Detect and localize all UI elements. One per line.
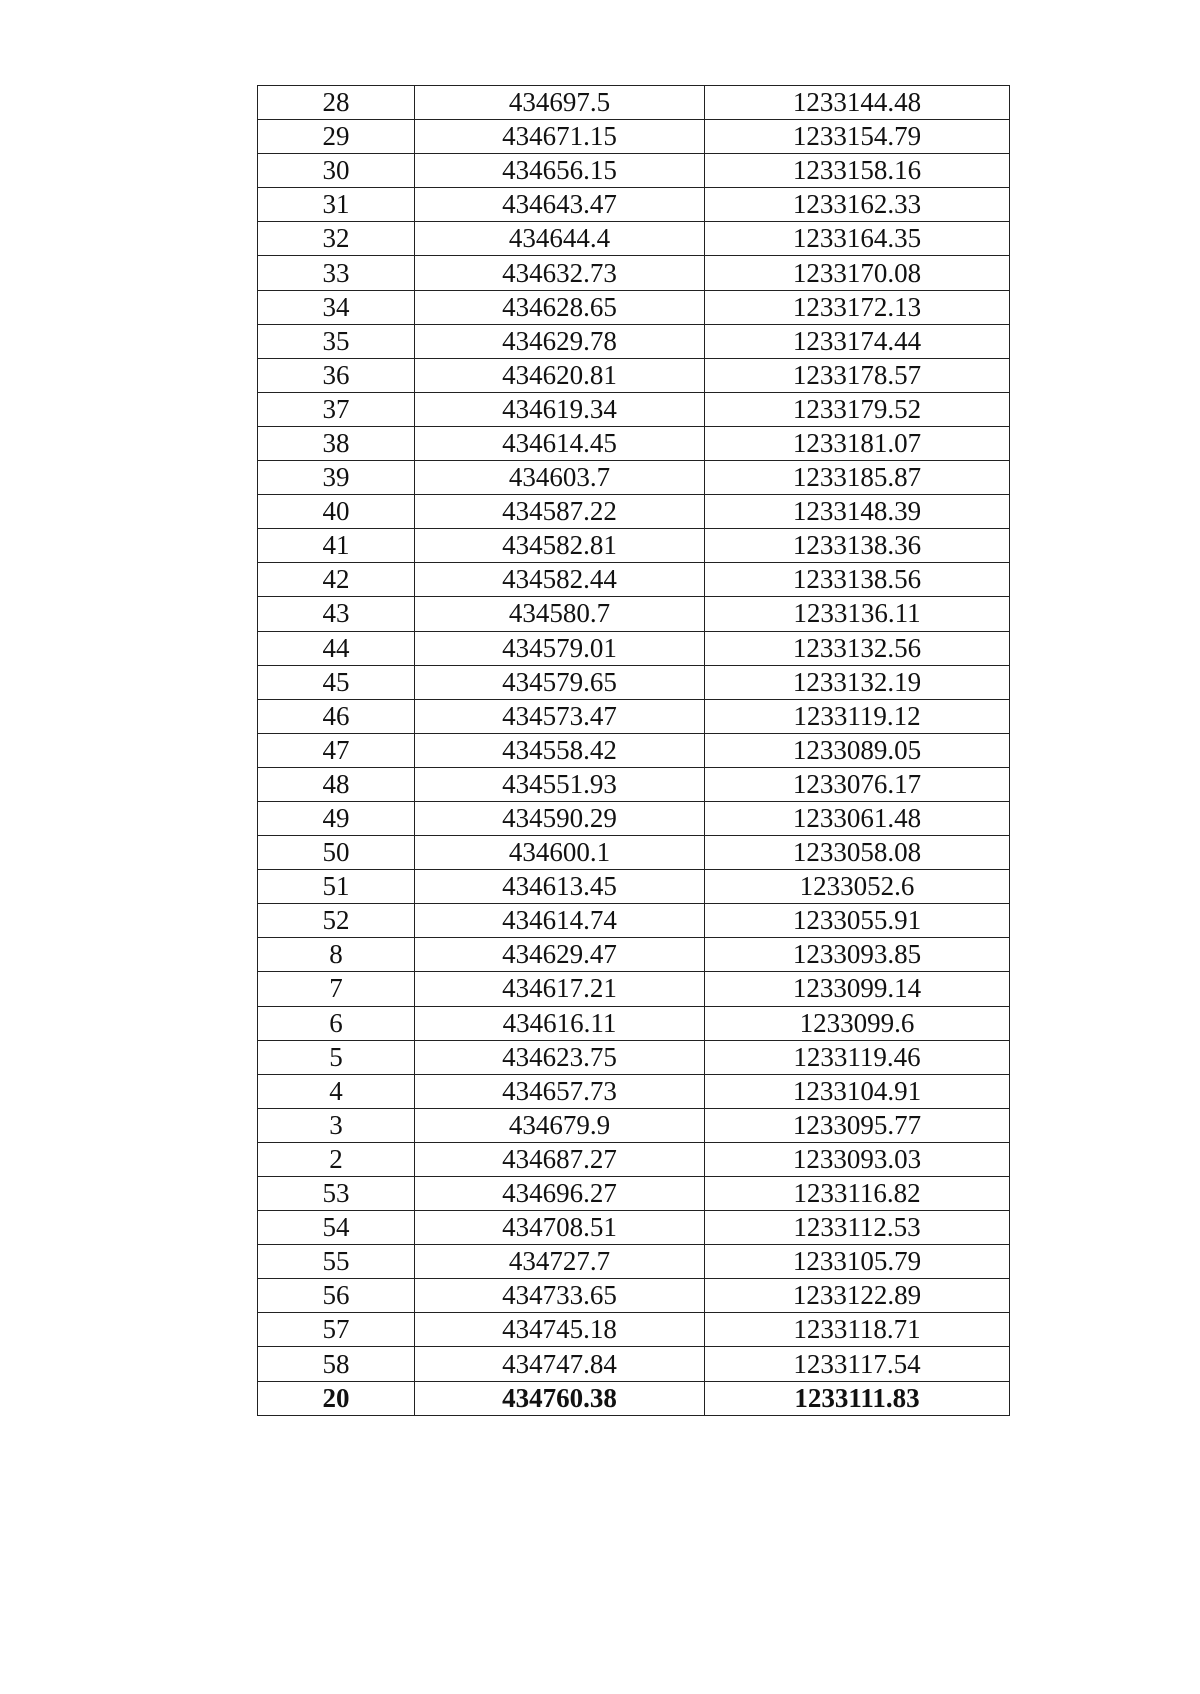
- y-coordinate-cell: 1233154.79: [705, 120, 1010, 154]
- x-coordinate-cell: 434620.81: [415, 358, 705, 392]
- point-number-cell: 52: [258, 904, 415, 938]
- y-coordinate-cell: 1233058.08: [705, 836, 1010, 870]
- x-coordinate-cell: 434687.27: [415, 1142, 705, 1176]
- x-coordinate-cell: 434614.74: [415, 904, 705, 938]
- y-coordinate-cell: 1233117.54: [705, 1347, 1010, 1381]
- table-row: [258, 733, 1010, 767]
- point-number-cell: 5: [258, 1040, 415, 1074]
- y-coordinate-cell: 1233118.71: [705, 1313, 1010, 1347]
- x-coordinate-cell: 434619.34: [415, 392, 705, 426]
- point-number-cell: 20: [258, 1381, 415, 1415]
- y-coordinate-cell: 1233112.53: [705, 1211, 1010, 1245]
- y-coordinate-cell: 1233099.14: [705, 972, 1010, 1006]
- point-number-cell: 29: [258, 120, 415, 154]
- point-number-cell: 39: [258, 461, 415, 495]
- x-coordinate-cell: 434708.51: [415, 1211, 705, 1245]
- table-row: [258, 904, 1010, 938]
- x-coordinate-cell: 434629.47: [415, 938, 705, 972]
- y-coordinate-cell: 1233116.82: [705, 1177, 1010, 1211]
- x-coordinate-cell: 434697.5: [415, 86, 705, 120]
- x-coordinate-cell: 434644.4: [415, 222, 705, 256]
- x-coordinate-cell: 434579.65: [415, 665, 705, 699]
- x-coordinate-cell: 434600.1: [415, 836, 705, 870]
- x-coordinate-cell: 434632.73: [415, 256, 705, 290]
- y-coordinate-cell: 1233181.07: [705, 426, 1010, 460]
- table-row: [258, 222, 1010, 256]
- table-row: [258, 392, 1010, 426]
- table-row: [258, 1040, 1010, 1074]
- y-coordinate-cell: 1233099.6: [705, 1006, 1010, 1040]
- x-coordinate-cell: 434671.15: [415, 120, 705, 154]
- x-coordinate-cell: 434679.9: [415, 1108, 705, 1142]
- point-number-cell: 4: [258, 1074, 415, 1108]
- x-coordinate-cell: 434579.01: [415, 631, 705, 665]
- y-coordinate-cell: 1233055.91: [705, 904, 1010, 938]
- point-number-cell: 41: [258, 529, 415, 563]
- y-coordinate-cell: 1233076.17: [705, 767, 1010, 801]
- x-coordinate-cell: 434656.15: [415, 154, 705, 188]
- point-number-cell: 57: [258, 1313, 415, 1347]
- x-coordinate-cell: 434582.44: [415, 563, 705, 597]
- point-number-cell: 28: [258, 86, 415, 120]
- table-row: [258, 1245, 1010, 1279]
- y-coordinate-cell: 1233138.36: [705, 529, 1010, 563]
- y-coordinate-cell: 1233170.08: [705, 256, 1010, 290]
- table-row: [258, 1006, 1010, 1040]
- y-coordinate-cell: 1233164.35: [705, 222, 1010, 256]
- x-coordinate-cell: 434590.29: [415, 801, 705, 835]
- y-coordinate-cell: 1233158.16: [705, 154, 1010, 188]
- coordinates-table: [257, 85, 1010, 1416]
- point-number-cell: 46: [258, 699, 415, 733]
- table-row: [258, 972, 1010, 1006]
- point-number-cell: 38: [258, 426, 415, 460]
- table-row: [258, 154, 1010, 188]
- x-coordinate-cell: 434580.7: [415, 597, 705, 631]
- point-number-cell: 7: [258, 972, 415, 1006]
- table-row: [258, 767, 1010, 801]
- table-row: [258, 1211, 1010, 1245]
- point-number-cell: 53: [258, 1177, 415, 1211]
- x-coordinate-cell: 434587.22: [415, 495, 705, 529]
- point-number-cell: 45: [258, 665, 415, 699]
- point-number-cell: 34: [258, 290, 415, 324]
- y-coordinate-cell: 1233178.57: [705, 358, 1010, 392]
- table-row: [258, 529, 1010, 563]
- point-number-cell: 35: [258, 324, 415, 358]
- x-coordinate-cell: 434616.11: [415, 1006, 705, 1040]
- point-number-cell: 58: [258, 1347, 415, 1381]
- y-coordinate-cell: 1233105.79: [705, 1245, 1010, 1279]
- y-coordinate-cell: 1233104.91: [705, 1074, 1010, 1108]
- x-coordinate-cell: 434573.47: [415, 699, 705, 733]
- point-number-cell: 33: [258, 256, 415, 290]
- y-coordinate-cell: 1233119.46: [705, 1040, 1010, 1074]
- table-row: [258, 1142, 1010, 1176]
- point-number-cell: 42: [258, 563, 415, 597]
- point-number-cell: 3: [258, 1108, 415, 1142]
- table-row: [258, 1313, 1010, 1347]
- point-number-cell: 8: [258, 938, 415, 972]
- point-number-cell: 31: [258, 188, 415, 222]
- table-row: [258, 631, 1010, 665]
- x-coordinate-cell: 434628.65: [415, 290, 705, 324]
- x-coordinate-cell: 434623.75: [415, 1040, 705, 1074]
- point-number-cell: 55: [258, 1245, 415, 1279]
- y-coordinate-cell: 1233132.19: [705, 665, 1010, 699]
- x-coordinate-cell: 434617.21: [415, 972, 705, 1006]
- x-coordinate-cell: 434629.78: [415, 324, 705, 358]
- point-number-cell: 36: [258, 358, 415, 392]
- table-row: [258, 1108, 1010, 1142]
- table-row: [258, 665, 1010, 699]
- x-coordinate-cell: 434582.81: [415, 529, 705, 563]
- point-number-cell: 40: [258, 495, 415, 529]
- x-coordinate-cell: 434551.93: [415, 767, 705, 801]
- y-coordinate-cell: 1233148.39: [705, 495, 1010, 529]
- x-coordinate-cell: 434696.27: [415, 1177, 705, 1211]
- point-number-cell: 56: [258, 1279, 415, 1313]
- point-number-cell: 49: [258, 801, 415, 835]
- x-coordinate-cell: 434760.38: [415, 1381, 705, 1415]
- point-number-cell: 54: [258, 1211, 415, 1245]
- y-coordinate-cell: 1233174.44: [705, 324, 1010, 358]
- x-coordinate-cell: 434558.42: [415, 733, 705, 767]
- x-coordinate-cell: 434613.45: [415, 870, 705, 904]
- table-row: [258, 358, 1010, 392]
- table-row: [258, 120, 1010, 154]
- y-coordinate-cell: 1233111.83: [705, 1381, 1010, 1415]
- coordinates-table-body: [258, 86, 1010, 1416]
- point-number-cell: 2: [258, 1142, 415, 1176]
- table-row: [258, 1074, 1010, 1108]
- table-row: [258, 836, 1010, 870]
- point-number-cell: 51: [258, 870, 415, 904]
- y-coordinate-cell: 1233095.77: [705, 1108, 1010, 1142]
- table-row: [258, 1381, 1010, 1415]
- point-number-cell: 37: [258, 392, 415, 426]
- y-coordinate-cell: 1233138.56: [705, 563, 1010, 597]
- y-coordinate-cell: 1233179.52: [705, 392, 1010, 426]
- point-number-cell: 44: [258, 631, 415, 665]
- x-coordinate-cell: 434614.45: [415, 426, 705, 460]
- x-coordinate-cell: 434733.65: [415, 1279, 705, 1313]
- point-number-cell: 30: [258, 154, 415, 188]
- table-row: [258, 1177, 1010, 1211]
- table-row: [258, 188, 1010, 222]
- table-row: [258, 1347, 1010, 1381]
- y-coordinate-cell: 1233061.48: [705, 801, 1010, 835]
- y-coordinate-cell: 1233119.12: [705, 699, 1010, 733]
- x-coordinate-cell: 434643.47: [415, 188, 705, 222]
- y-coordinate-cell: 1233122.89: [705, 1279, 1010, 1313]
- y-coordinate-cell: 1233089.05: [705, 733, 1010, 767]
- x-coordinate-cell: 434727.7: [415, 1245, 705, 1279]
- point-number-cell: 47: [258, 733, 415, 767]
- point-number-cell: 32: [258, 222, 415, 256]
- y-coordinate-cell: 1233093.85: [705, 938, 1010, 972]
- point-number-cell: 50: [258, 836, 415, 870]
- y-coordinate-cell: 1233093.03: [705, 1142, 1010, 1176]
- table-row: [258, 870, 1010, 904]
- x-coordinate-cell: 434603.7: [415, 461, 705, 495]
- table-row: [258, 801, 1010, 835]
- y-coordinate-cell: 1233144.48: [705, 86, 1010, 120]
- table-row: [258, 699, 1010, 733]
- x-coordinate-cell: 434657.73: [415, 1074, 705, 1108]
- table-row: [258, 461, 1010, 495]
- point-number-cell: 6: [258, 1006, 415, 1040]
- y-coordinate-cell: 1233136.11: [705, 597, 1010, 631]
- table-row: [258, 495, 1010, 529]
- y-coordinate-cell: 1233132.56: [705, 631, 1010, 665]
- table-row: [258, 290, 1010, 324]
- y-coordinate-cell: 1233162.33: [705, 188, 1010, 222]
- table-row: [258, 86, 1010, 120]
- table-row: [258, 597, 1010, 631]
- y-coordinate-cell: 1233185.87: [705, 461, 1010, 495]
- table-row: [258, 324, 1010, 358]
- table-row: [258, 256, 1010, 290]
- point-number-cell: 43: [258, 597, 415, 631]
- x-coordinate-cell: 434747.84: [415, 1347, 705, 1381]
- y-coordinate-cell: 1233172.13: [705, 290, 1010, 324]
- x-coordinate-cell: 434745.18: [415, 1313, 705, 1347]
- table-row: [258, 1279, 1010, 1313]
- point-number-cell: 48: [258, 767, 415, 801]
- y-coordinate-cell: 1233052.6: [705, 870, 1010, 904]
- table-row: [258, 563, 1010, 597]
- table-row: [258, 426, 1010, 460]
- table-row: [258, 938, 1010, 972]
